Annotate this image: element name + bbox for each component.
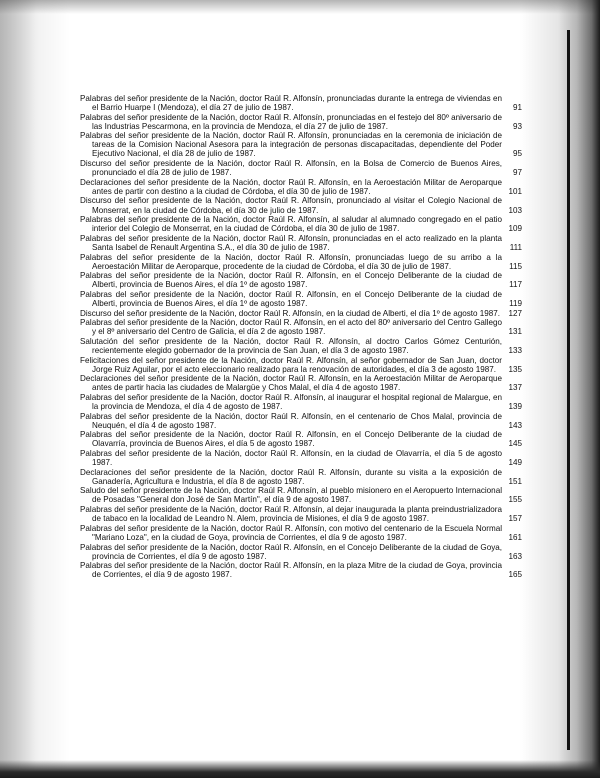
toc-entry-page: 97	[512, 168, 522, 178]
toc-entry-title: Palabras del señor presidente de la Nación, doctor Raúl R. Alfonsín, pronunciadas en la ceremonia de iniciación de tareas de la Comision Nacional Asesora para la integración de personas discapacitadas, dependiente del Poder Ejecutivo Nacional, el día 28 de julio de 1987.	[80, 131, 502, 159]
toc-entry	[80, 196, 522, 214]
toc-entry	[80, 309, 522, 318]
toc-entry-title: Palabras del señor presidente de la Nación, doctor Raúl R. Alfonsín, pronunciadas en el festejo del 80º aniversario de las Industrias Pescarmona, en la provincia de Mendoza, el día 27 de julio de 1987.	[80, 112, 502, 131]
toc-entry	[80, 318, 522, 336]
toc-entry	[80, 234, 522, 252]
toc-entry-title: Discurso del señor presidente de la Nación, doctor Raúl R. Alfonsín, en la Bolsa de Comercio de Buenos Aires, pronunciado el día 28 de julio de 1987.	[80, 159, 502, 178]
toc-entry	[80, 486, 522, 504]
toc-entry	[80, 449, 522, 467]
toc-entry	[80, 468, 522, 486]
toc-entry-page: 115	[509, 261, 522, 271]
toc-entry-title: Palabras del señor presidente de la Nación, doctor Raúl R. Alfonsín, pronunciadas en el acto realizado en la planta Santa Isabel de Renault Argentina S.A., el día 30 de julio de 1987.	[80, 233, 502, 252]
toc-entry-page: 151	[508, 476, 522, 486]
toc-entry	[80, 94, 522, 112]
toc-entry-title: Palabras del señor presidente de la Nación, doctor Raúl R. Alfonsín, con motivo del centenario de la Escuela Normal "Mariano Loza", en la ciudad de Goya, provincia de Corrientes, el día 9 de agosto 1987.	[80, 523, 502, 542]
toc-entry-title: Palabras del señor presidente de la Nación, doctor Raúl R. Alfonsín, en el acto del 80º aniversario del Centro Gallego y el 8º aniversario del Centro de Galicia, el día 2 de agosto 1987.	[80, 318, 502, 337]
toc-entry-title: Palabras del señor presidente de la Nación, doctor Raúl R. Alfonsín, en la plaza Mitre de la ciudad de Goya, provincia de Corrientes, el día 9 de agosto 1987.	[80, 561, 502, 580]
scan-binding-line	[567, 30, 570, 750]
toc-entry	[80, 356, 522, 374]
toc-entry	[80, 505, 522, 523]
toc-entry	[80, 215, 522, 233]
toc-entry-page: 135	[508, 364, 522, 374]
toc-entry	[80, 178, 522, 196]
toc-entry	[80, 337, 522, 355]
toc-entry-page: 127	[508, 308, 522, 318]
toc-entry-page: 165	[508, 570, 522, 580]
toc-entry-page: 157	[508, 514, 522, 524]
toc-entry-page: 95	[512, 149, 522, 159]
scan-bottom-edge	[0, 760, 600, 778]
toc-entry-title: Saludo del señor presidente de la Nación, doctor Raúl R. Alfonsín, al pueblo misionero en el Aeropuerto Internacional de Posadas "General don José de San Martín", el día 9 de agosto 1987.	[80, 486, 502, 505]
toc-entry	[80, 524, 522, 542]
toc-entry	[80, 159, 522, 177]
toc-entry-page: 103	[508, 205, 522, 215]
toc-entry-title: Palabras del señor presidente de la Nación, doctor Raúl R. Alfonsín, en el Concejo Deliberante de la ciudad de Goya, provincia de Corrientes, el día 9 de agosto 1987.	[80, 542, 502, 561]
toc-entry-title: Discurso del señor presidente de la Nación, doctor Raúl R. Alfonsín, pronunciado al visitar el Colegio Nacional de Monserrat, en la ciudad de Córdoba, el día 30 de julio de 1987.	[80, 196, 502, 215]
toc-entry-title: Palabras del señor presidente de la Nación, doctor Raúl R. Alfonsín, en el Concejo Deliberante de la ciudad de Alberti, provincia de Buenos Aires, el día 1º de agosto 1987.	[80, 289, 502, 308]
toc-entry-page: 119	[509, 298, 522, 308]
toc-entry-title: Palabras del señor presidente de la Nación, doctor Raúl R. Alfonsín, en el centenario de Chos Malal, provincia de Neuquén, el día 4 de agosto 1987.	[80, 411, 502, 430]
scan-binding-shadow	[558, 0, 600, 778]
toc-entry-page: 145	[508, 439, 522, 449]
toc-entry-title: Salutación del señor presidente de la Nación, doctor Raúl R. Alfonsín, al doctro Carlos Gómez Centurión, recientemente elegido gobernador de la provincia de San Juan, el día 3 de agosto 1987.	[80, 336, 502, 355]
scan-left-shadow	[0, 0, 36, 778]
toc-entry-title: Palabras del señor presidente de la Nación, doctor Raúl R. Alfonsín, al inaugurar el hospital regional de Malargue, en la provincia de Mendoza, el día 4 de agosto de 1987.	[80, 393, 502, 412]
toc-entry	[80, 393, 522, 411]
toc-entry-title: Palabras del señor presidente de la Nación, doctor Raúl R. Alfonsín, en el Concejo Deliberante de la ciudad de Olavarría, provincia de Buenos Aires, el día 5 de agosto 1987.	[80, 430, 502, 449]
toc-entry-page: 137	[508, 383, 522, 393]
toc-entry-title: Palabras del señor presidente de la Nación, doctor Raúl R. Alfonsín, en el Concejo Deliberante de la ciudad de Alberti, provincia de Buenos Aires, el día 1º de agosto 1987.	[80, 271, 502, 290]
toc-entry-title: Palabras del señor presidente de la Nación, doctor Raúl R. Alfonsín, al dejar inaugurada la planta preindustrializadora de tabaco en la localidad de Leandro N. Alem, provincia de Misiones, el día 9 de agosto 1987.	[80, 505, 502, 524]
toc-entry-page: 133	[508, 345, 522, 355]
scan-top-shadow	[0, 0, 600, 14]
toc-entry-title: Palabras del señor presidente de la Nación, doctor Raúl R. Alfonsín, pronunciadas durante la entrega de viviendas en el Barrio Huarpe I (Mendoza), el día 27 de julio de 1987.	[80, 94, 502, 113]
toc-entry	[80, 271, 522, 289]
toc-entry-title: Discurso del señor presidente de la Nación, doctor Raúl R. Alfonsín, en la ciudad de Alberti, el día 1º de agosto 1987.	[80, 308, 501, 318]
toc-entry-page: 101	[508, 186, 522, 196]
toc-entry	[80, 374, 522, 392]
toc-entry	[80, 113, 522, 131]
toc-entry	[80, 253, 522, 271]
toc-entry-page: 163	[508, 551, 522, 561]
toc-entry-page: 111	[509, 242, 522, 252]
toc-entry-page: 131	[508, 327, 522, 337]
toc-entry-page: 93	[512, 121, 522, 131]
toc-entry-title: Declaraciones del señor presidente de la Nación, doctor Raúl R. Alfonsín, en la Aeroestación Militar de Aeroparque antes de partir hacia las ciudades de Malargüe y Chos Malal, el día 4 de agosto 1987.	[80, 374, 502, 393]
toc-entry-page: 91	[512, 103, 522, 113]
toc-entry	[80, 290, 522, 308]
toc-entry	[80, 412, 522, 430]
toc-entry-page: 139	[508, 402, 522, 412]
toc-entry-page: 143	[508, 420, 522, 430]
toc-entry	[80, 561, 522, 579]
toc-entry	[80, 543, 522, 561]
toc-entry-title: Palabras del señor presidente de la Nación, doctor Raúl R. Alfonsín, en la ciudad de Olavarría, el día 5 de agosto 1987.	[80, 449, 502, 468]
toc-entry-title: Declaraciones del señor presidente de la Nación, doctor Raúl R. Alfonsín, durante su visita a la exposición de Ganadería, Agricultura e Industria, el día 8 de agosto 1987.	[80, 467, 502, 486]
toc-entry-page: 117	[509, 280, 522, 290]
toc-entry-title: Felicitaciones del señor presidente de la Nación, doctor Raúl R. Alfonsín, al señor gobernador de San Juan, doctor Jorge Ruiz Aguilar, por el acto eleccionario realizado para la renovación de autoridades, el día 3 de agosto 1987.	[80, 355, 502, 374]
toc-entry-title: Palabras del señor presidente de la Nación, doctor Raúl R. Alfonsín, al saludar al alumnado congregado en el patio interior del Colegio de Monserrat, en la ciudad de Córdoba, el día 30 de julio de 1987.	[80, 215, 502, 234]
toc-entry	[80, 131, 522, 158]
toc-entry	[80, 430, 522, 448]
toc-entry-page: 149	[508, 458, 522, 468]
toc-entry-title: Declaraciones del señor presidente de la Nación, doctor Raúl R. Alfonsín, en la Aeroestación Militar de Aeroparque antes de partir con destino a la ciudad de Córdoba, el día 30 de julio de 1987.	[80, 177, 502, 196]
table-of-contents	[80, 94, 522, 580]
toc-entry-page: 155	[508, 495, 522, 505]
toc-entry-page: 109	[508, 224, 522, 234]
toc-entry-title: Palabras del señor presidente de la Nación, doctor Raúl R. Alfonsín, pronunciadas luego de su arribo a la Aeroestación Militar de Aeroparque, procedente de la ciudad de Córdoba, el día 30 de julio de 1987.	[80, 252, 502, 271]
toc-entry-page: 161	[508, 532, 522, 542]
